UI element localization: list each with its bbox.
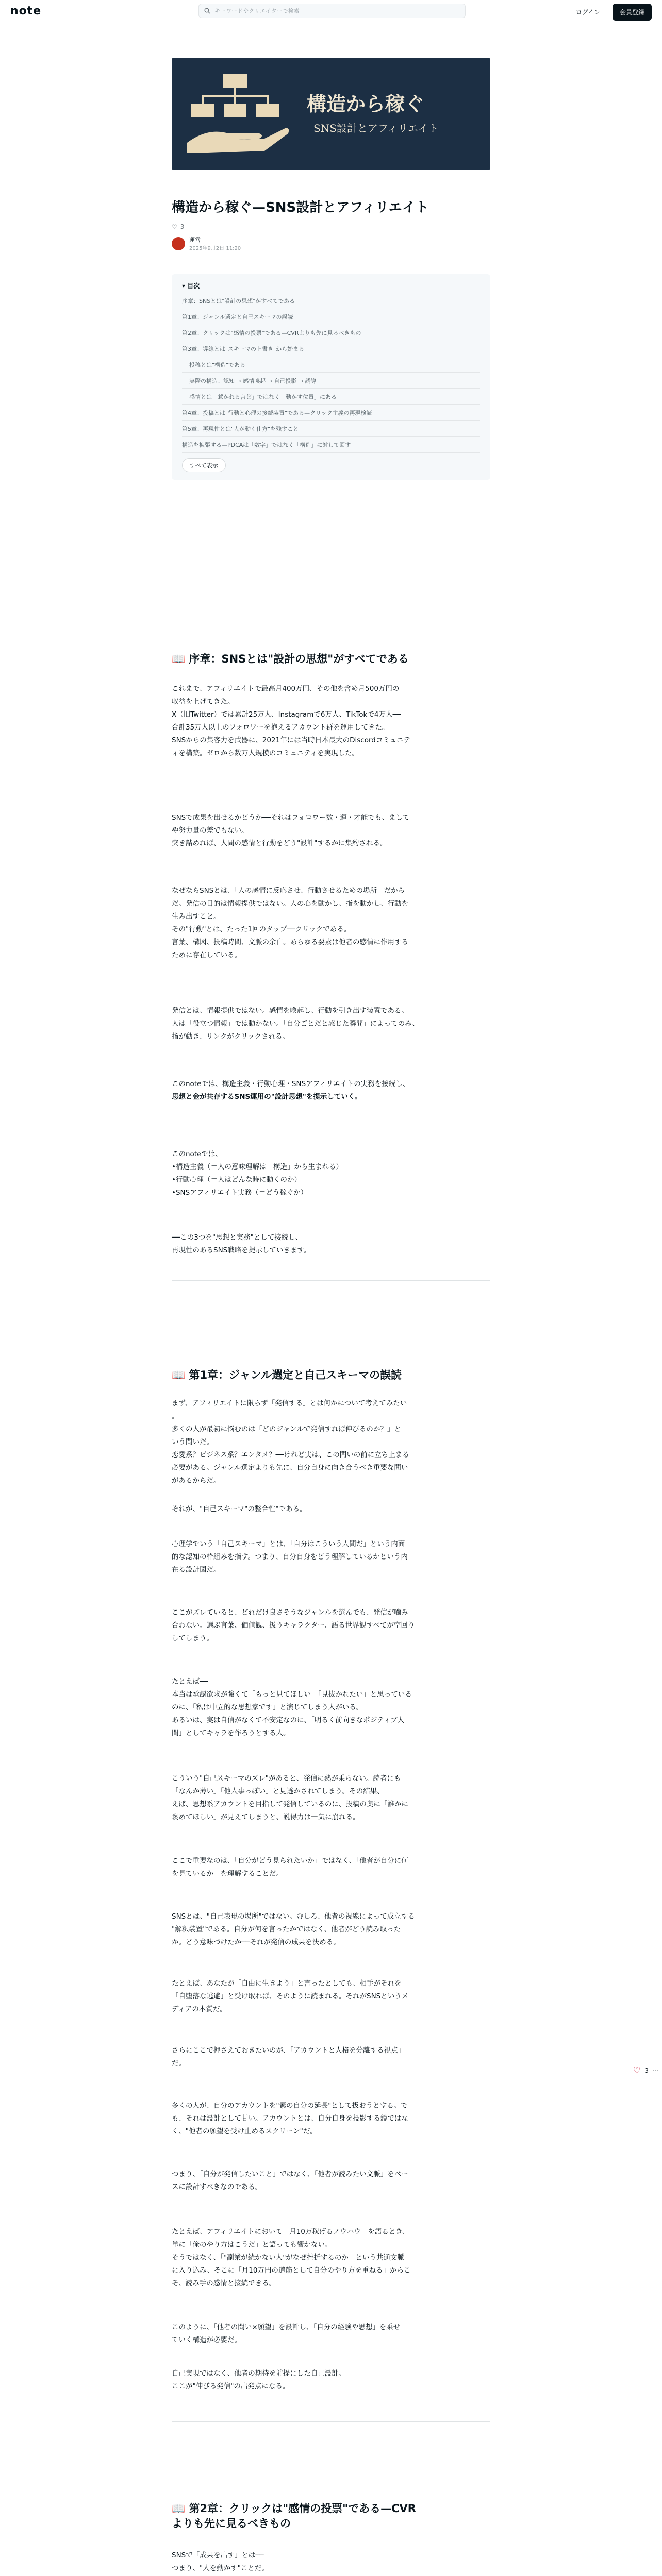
search-input[interactable]: キーワードやクリエイターで検索 <box>214 8 300 14</box>
table-of-contents <box>172 274 490 480</box>
avatar[interactable] <box>172 237 185 250</box>
publish-date: 2025年9月2日 11:20 <box>189 246 241 252</box>
hero-title: 構造から稼ぐ <box>307 92 425 115</box>
paragraph: まず、アフィリエイトに限らず「発信する」とは何かについて考えてみたい 。 多くの人が最初に悩むのは「どのジャンルで発信すれば伸びるのか？」と いう問いだ。 恋愛系？ビジネス系？エンタメ？──けれど実は、この問いの前に立ち止まる 必要がある。ジャンル選定よりも先に、自分自身に向き合うべき重要な問い があるからだ。 <box>172 1399 409 1485</box>
paragraph: たとえば、あなたが「自由に生きよう」と言ったとしても、相手がそれを 「自堕落な逃避」と受け取れば、そのように読まれる。それがSNSというメ ディアの本質だ。 <box>172 1979 409 2013</box>
author-row <box>172 235 490 251</box>
article-title: 構造から稼ぐ—SNS設計とアフィリエイト <box>172 200 429 215</box>
paragraph: SNSで成果を出せるかどうか──それはフォロワー数・運・才能でも、まして や努力量の差でもない。 突き詰めれば、人間の感情と行動をどう"設計"するかに集約される。 <box>172 814 410 848</box>
divider <box>172 1280 490 1281</box>
section-heading: 📖 第2章：クリックは"感情の投票"である—CVR よりも先に見るべきもの <box>172 2502 416 2530</box>
section-heading: 📖 序章：SNSとは"設計の思想"がすべてである <box>172 653 409 665</box>
paragraph: 心理学でいう「自己スキーマ」とは、「自分はこういう人間だ」という内面 的な認知の枠組みを指す。つまり、自分自身をどう理解しているかという内 在る設計図だ。 <box>172 1540 408 1574</box>
toc-item[interactable]: 実際の構造：認知 → 感情喚起 → 自己投影 → 誘導 <box>182 373 480 389</box>
hero-subtitle: SNS設計とアフィリエイト <box>313 122 439 134</box>
floating-actions <box>633 2065 659 2075</box>
toc-show-all-button[interactable]: すべて表示 <box>182 458 226 472</box>
paragraph: このnoteでは、構造主義・行動心理・SNSアフィリエイトの実務を接続し、 思想と金が共存するSNS運用の"設計思想"を提示していく。 <box>172 1080 410 1101</box>
paragraph: SNSで「成果を出す」とは── つまり、"人を動かす"ことだ。 <box>172 2551 269 2572</box>
paragraph: つまり、「自分が発信したいこと」ではなく、「他者が読みたい文脈」をベー スに設計すべきなのである。 <box>172 2170 408 2191</box>
paragraph: たとえば── 本当は承認欲求が強くて「もっと見てほしい」「見抜かれたい」と思っている のに、「私は中立的な思想家です」と演じてしまう人がいる。 あるいは、実は自信がなくて不安定なのに、「明るく前向きなポジティブ人 間」としてキャラを作ろうとする人。 <box>172 1677 412 1737</box>
paragraph: こういう"自己スキーマのズレ"があると、発信に熱が乗らない。読者にも 「なんか薄い」「他人事っぽい」と見透かされてしまう。その結果、 えば、思想系アカウントを目指して発信しているのに、投稿の奥に「誰かに 褒めてほしい」が見えてしまうと、説得力は一気に崩れる。 <box>172 1774 408 1821</box>
search-bar[interactable] <box>198 4 466 18</box>
login-button[interactable]: ログイン <box>571 5 605 20</box>
section-heading: 📖 第1章：ジャンル選定と自己スキーマの誤読 <box>172 1369 402 1381</box>
heart-icon[interactable]: ♡ <box>633 2065 641 2075</box>
org-chart-icon <box>187 71 290 158</box>
paragraph: これまで、アフィリエイトで最高月400万円、その他を含め月500万円の 収益を上げてきた。 X（旧Twitter）では累計25万人、Instagramで6万人、TikTokで4万人── 合計35万人以上のフォロワーを抱えるアカウント群を運用してきた。 SNSからの集客力を武器に、2021年には当時日本最大のDiscordコミュニテ ィを構築。ゼロから数万人規模のコミュニティを実現した。 <box>172 685 411 757</box>
toc-item[interactable]: 投稿とは"構造"である <box>182 357 480 373</box>
paragraph: それが、"自己スキーマ"の整合性"である。 <box>172 1505 307 1513</box>
heart-icon[interactable]: ♡ <box>172 223 177 231</box>
paragraph: たとえば、アフィリエイトにおいて「月10万稼げるノウハウ」を語るとき、 単に「俺のやり方はこうだ」と語っても響かない。 そうではなく、「"副業が続かない人"がなぜ挫折するのか」という共通文脈 に入り込み、そこに「月10万円の道筋として自分のやり方を重ねる」からこ そ、読み手の感情と接続できる。 <box>172 2228 411 2287</box>
more-icon[interactable]: ⋯ <box>653 2066 659 2074</box>
note-logo[interactable]: note <box>10 4 42 18</box>
paragraph: このnoteでは、 •構造主義（＝人の意味理解は「構造」から生まれる） •行動心理（＝人はどんな時に動くのか） •SNSアフィリエイト実務（＝どう稼ぐか） <box>172 1150 343 1197</box>
like-count: 3 <box>180 223 185 231</box>
toc-item[interactable]: 第2章：クリックは"感情の投票"である—CVRよりも先に見るべきもの <box>182 325 480 341</box>
toc-item[interactable]: 第1章：ジャンル選定と自己スキーマの誤読 <box>182 309 480 325</box>
paragraph: ここがズレていると、どれだけ良さそうなジャンルを選んでも、発信が噛み 合わない。選ぶ言葉、価値観、扱うキャラクター、語る世界観すべてが空回り してしまう。 <box>172 1608 415 1642</box>
search-icon <box>204 8 210 14</box>
toc-item[interactable]: 第4章：投稿とは"行動と心理の接続装置"である—クリック主義の再現検証 <box>182 405 480 421</box>
signup-button[interactable]: 会員登録 <box>613 4 652 21</box>
like-row <box>172 223 490 230</box>
hero-image <box>172 58 490 170</box>
toc-item[interactable]: 序章：SNSとは"設計の思想"がすべてである <box>182 293 480 309</box>
author-name[interactable]: 運営 <box>189 236 201 244</box>
toc-item[interactable]: 第3章：導線とは"スキーマの上書き"から始まる <box>182 341 480 357</box>
paragraph: 自己実現ではなく、他者の期待を前提にした自己設計。 ここが"伸びる発信"の出発点になる。 <box>172 2369 346 2391</box>
toc-item[interactable]: 感情とは「惹かれる言葉」ではなく「動かす位置」にある <box>182 389 480 405</box>
paragraph: このように、「他者の問い×願望」を設計し、「自分の経験や思想」を乗せ ていく構造が必要だ。 <box>172 2323 401 2344</box>
paragraph: なぜならSNSとは、「人の感情に反応させ、行動させるための場所」だから だ。発信の目的は情報提供ではない。人の心を動かし、指を動かし、行動を 生み出すこと。 その"行動"とは、たった1回のタップ──クリックである。 言葉、構図、投稿時間、文脈の余白。あらゆる要素は他者の感情に作用する ために存在している。 <box>172 887 408 959</box>
toc-item[interactable]: 構造を拡張する—PDCAは「数字」ではなく「構造」に対して回す <box>182 437 480 453</box>
paragraph: ここで重要なのは、「自分がどう見られたいか」ではなく、「他者が自分に何 を見ているか」を理解することだ。 <box>172 1857 408 1878</box>
article <box>172 22 490 480</box>
side-like-count: 3 <box>644 2066 649 2074</box>
toc-item[interactable]: 第5章：再現性とは"人が動く仕方"を残すこと <box>182 421 480 437</box>
paragraph: 多くの人が、自分のアカウントを"素の自分の延長"として扱おうとする。で も、それは設計として甘い。アカウントとは、自分自身を投影する鏡ではな く、"他者の願望を受け止めるスクリーン"だ。 <box>172 2102 408 2136</box>
site-header <box>0 0 662 22</box>
divider <box>172 2421 490 2422</box>
paragraph: ──この3つを"思想と実務"として接続し、 再現性のあるSNS戦略を提示していきます。 <box>172 1233 311 1255</box>
paragraph: 発信とは、情報提供ではない。感情を喚起し、行動を引き出す装置である。 人は「役立つ情報」では動かない。「自分ごとだと感じた瞬間」によってのみ、 指が動き、リンクがクリックされる。 <box>172 1007 420 1041</box>
paragraph: さらにここで押さえておきたいのが、「アカウントと人格を分離する視点」 だ。 <box>172 2046 405 2067</box>
paragraph: SNSとは、"自己表現の場所"ではない。むしろ、他者の視線によって成立する "解釈装置"である。自分が何を言ったかではなく、他者がどう読み取った か。どう意味づけたか──それが発信の成果を決める。 <box>172 1912 415 1946</box>
toc-heading: ▾ 目次 <box>182 282 200 290</box>
